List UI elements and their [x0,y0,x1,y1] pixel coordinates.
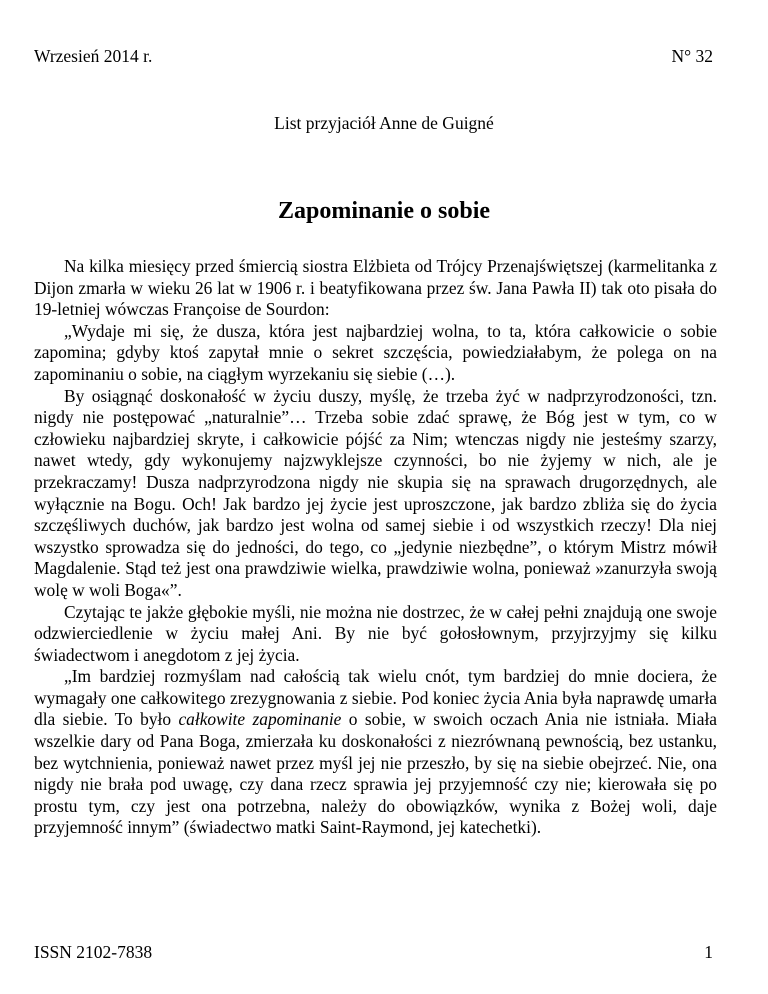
paragraph: Czytając te jakże głębokie myśli, nie można nie dostrzec, że w całej pełni znajdują one swoje odzwierciedlenie w życiu małej Ani. By nie być gołosłownym, przyjrzyjmy się kilku świadectwom i anegdotom z jej życia. [34,601,717,665]
article-body [34,256,717,839]
emphasized-text: całkowite zapominanie [178,709,342,730]
page-number: 1 [704,942,713,962]
issue-number: N° 32 [671,46,713,66]
paragraph: „Wydaje mi się, że dusza, która jest najbardziej wolna, to ta, która całkowicie o sobie zapomina; gdyby ktoś zapytał mnie o sekret szczęścia, powiedziałabym, że polega on na zapominaniu o sobie, na ciągłym wyrzekaniu się siebie (…). [34,320,717,384]
paragraph-text: o sobie, w swoich oczach Ania nie istniała. Miała wszelkie dary od Pana Boga, zmierzała ku doskonałości z niezrównaną pewnością, bez ustanku, bez wytchnienia, ponieważ nawet przez myśl jej nie przeszło, by się na siebie obejrzeć. Nie, ona nigdy nie brała pod uwagę, czy dana rzecz sprawia jej przyjemność czy nie; kierowała się po prostu tym, czy jest ona potrzebna, należy do obowiązków, wynika z Bożej woli, daje przyjemność innym” (świadectwo matki Saint-Raymond, jej katechetki). [34,709,717,838]
paragraph [34,666,717,839]
article-title: Zapominanie o sobie [277,198,491,224]
issn: ISSN 2102-7838 [34,942,153,962]
paragraph: Na kilka miesięcy przed śmiercią siostra Elżbieta od Trójcy Przenajświętszej (karmelitanka z Dijon zmarła w wieku 26 lat w 1906 r. i beatyfikowana przez św. Jana Pawła II) tak oto pisała do 19-letniej wówczas Françoise de Sourdon: [34,256,717,320]
newsletter-name: List przyjaciół Anne de Guigné [274,113,494,133]
paragraph: By osiągnąć doskonałość w życiu duszy, myślę, że trzeba żyć w nadprzyrodzoności, tzn. nigdy nie postępować „naturalnie”… Trzeba sobie zdać sprawę, że Bóg jest w tym, co w człowieku najbardziej skryte, i całkowicie pójść za Nim; wtenczas nigdy nie jesteśmy szarzy, nawet wtedy, gdy wykonujemy najzwyklejsze czynności, bo nie żyjemy w nich, ale je przekraczamy! Dusza nadprzyrodzona nigdy nie skupia się na sprawach drugorzędnych, ale wyłącznie na Bogu. Och! Jak bardzo jej życie jest uproszczone, jak bardzo zbliża się do życia szczęśliwych duchów, jak bardzo jest wolna od samej siebie i od wszystkich rzeczy! Dla niej wszystko sprowadza się do jedności, do tego, co „jedynie niezbędne”, o którym Mistrz mówił Magdalenie. Stąd też jest ona prawdziwie wielka, prawdziwie wolna, ponieważ »zanurzyła swoją wolę w woli Boga«”. [34,385,717,600]
paragraph-text: „Im bardziej rozmyślam nad całością tak wielu cnót, tym bardziej do mnie dociera, że wymagały one całkowitego zrezygnowania z siebie. Pod koniec życia Ania była naprawdę umarła dla siebie. To było [34,666,717,730]
issue-date: Wrzesień 2014 r. [34,46,153,66]
